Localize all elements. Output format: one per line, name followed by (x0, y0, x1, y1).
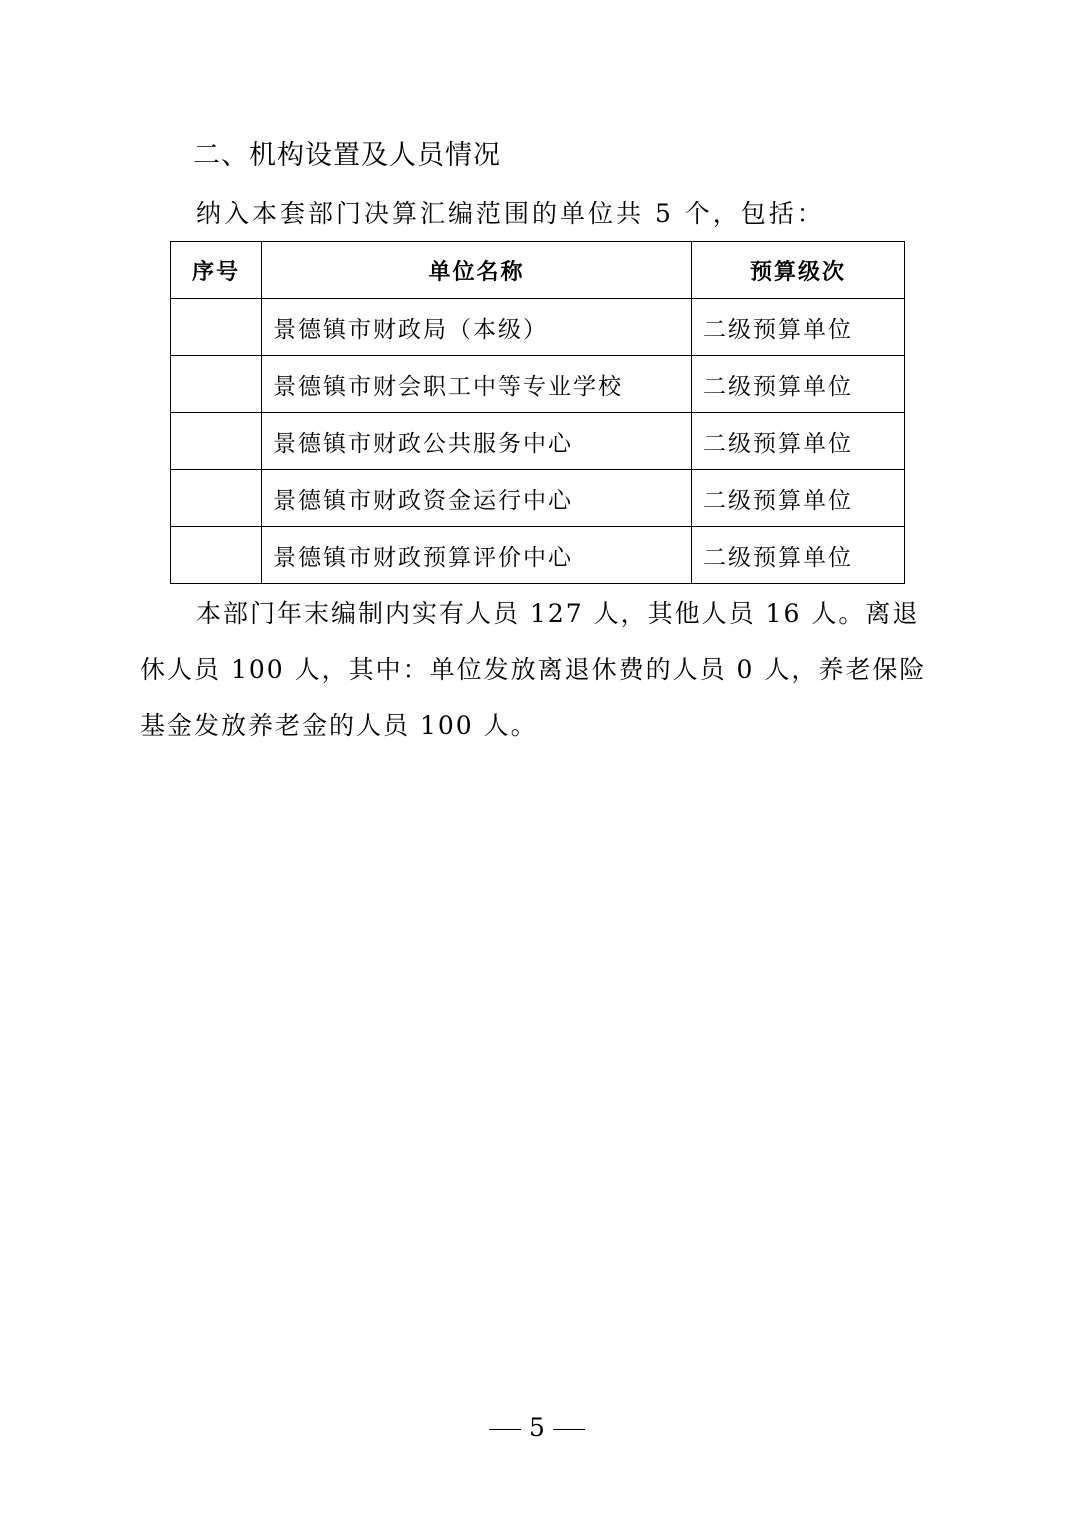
units-table (170, 241, 905, 584)
staff-paragraph-line-2: 休人员 100 人，其中：单位发放离退休费的人员 0 人，养老保险 (140, 655, 927, 684)
cell-unit-name: 景德镇市财政预算评价中心 (262, 527, 692, 584)
cell-seq (171, 356, 262, 413)
staff-paragraph-line-3: 基金发放养老金的人员 100 人。 (140, 711, 538, 740)
table-row (171, 413, 905, 470)
cell-budget-level: 二级预算单位 (692, 356, 905, 413)
intro-paragraph: 纳入本套部门决算汇编范围的单位共 5 个，包括： (196, 199, 825, 228)
page-number: 5 (529, 1413, 545, 1442)
table-row (171, 470, 905, 527)
cell-budget-level: 二级预算单位 (692, 299, 905, 356)
cell-seq (171, 413, 262, 470)
cell-unit-name: 景德镇市财政公共服务中心 (262, 413, 692, 470)
cell-unit-name: 景德镇市财政资金运行中心 (262, 470, 692, 527)
header-budget-level: 预算级次 (692, 242, 905, 299)
cell-budget-level: 二级预算单位 (692, 527, 905, 584)
cell-seq (171, 470, 262, 527)
table-header-row (171, 242, 905, 299)
header-seq: 序号 (171, 242, 262, 299)
cell-budget-level: 二级预算单位 (692, 413, 905, 470)
table-row (171, 299, 905, 356)
staff-paragraph-line-1: 本部门年末编制内实有人员 127 人，其他人员 16 人。离退 (196, 599, 920, 628)
cell-unit-name: 景德镇市财政局（本级） (262, 299, 692, 356)
table-row (171, 356, 905, 413)
table-row (171, 527, 905, 584)
cell-seq (171, 299, 262, 356)
cell-budget-level: 二级预算单位 (692, 470, 905, 527)
page-footer (0, 1408, 1074, 1448)
header-unit-name: 单位名称 (262, 242, 692, 299)
cell-seq (171, 527, 262, 584)
footer-dash-left (489, 1429, 521, 1430)
footer-dash-right (553, 1429, 585, 1430)
cell-unit-name: 景德镇市财会职工中等专业学校 (262, 356, 692, 413)
section-heading: 二、机构设置及人员情况 (193, 140, 501, 171)
